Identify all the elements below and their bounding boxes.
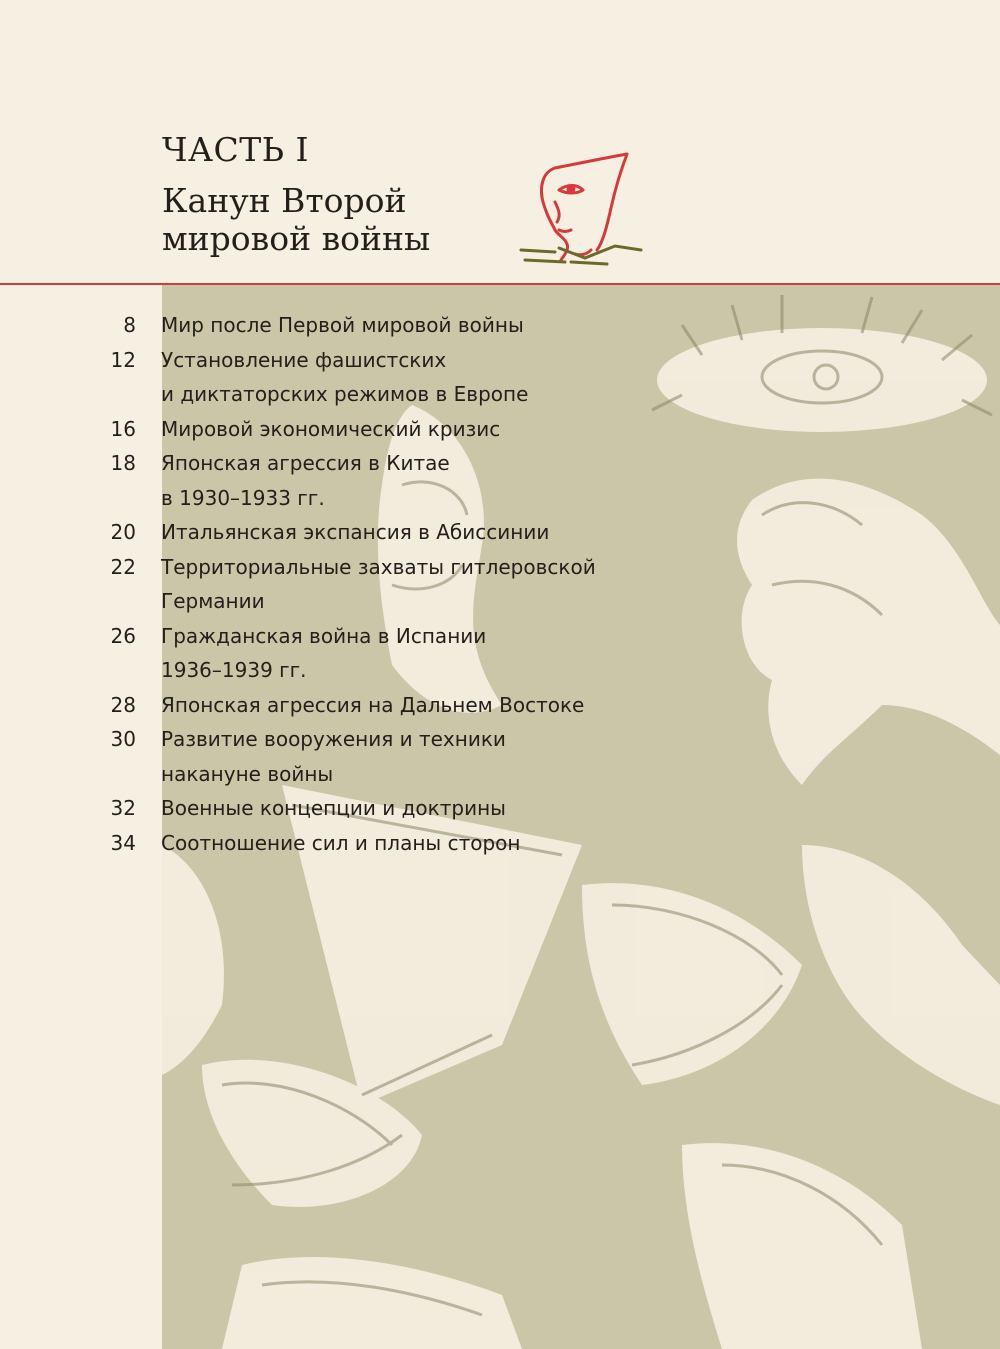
- toc-entry-title: [161, 619, 700, 688]
- part-title: [162, 182, 502, 258]
- toc-entry-title: [161, 688, 700, 723]
- toc-entry-line: 1936–1939 гг.: [161, 658, 307, 682]
- toc-entry-title: [161, 826, 700, 861]
- toc-entry-title: [161, 550, 700, 619]
- toc-entry-line: Военные концепции и доктрины: [161, 796, 506, 820]
- toc-page-number: 22: [110, 554, 136, 579]
- toc-page-number: 16: [110, 416, 136, 441]
- toc-entry[interactable]: [0, 722, 700, 791]
- toc-entry-line: в 1930–1933 гг.: [161, 485, 325, 510]
- toc-entry-title: [161, 722, 700, 791]
- part-title-line: Канун Второй: [162, 181, 407, 220]
- toc-entry-line: Гражданская война в Испании: [161, 623, 487, 648]
- part-title-line: мировой войны: [162, 219, 431, 258]
- toc-entry-line: Итальянская экспансия в Абиссинии: [161, 520, 550, 544]
- toc-page-number: 18: [110, 451, 136, 475]
- toc-entry[interactable]: [0, 826, 700, 861]
- toc-page-number: 8: [123, 313, 136, 337]
- toc-page-number: 12: [110, 347, 136, 372]
- toc-entry-line: Территориальные захваты гитлеровской: [161, 554, 596, 579]
- toc-entry-line: Соотношение сил и планы сторон: [161, 830, 521, 855]
- toc-entry-line: Японская агрессия на Дальнем Востоке: [161, 692, 585, 717]
- toc-entry-line: Мир после Первой мировой войны: [161, 313, 524, 337]
- toc-page-number: 32: [110, 796, 136, 820]
- toc-entry-title: [161, 515, 700, 550]
- toc-entry[interactable]: [0, 343, 700, 412]
- toc-entry-title: [161, 412, 700, 447]
- toc-entry-line: Установление фашистских: [161, 347, 447, 372]
- picasso-face-logo-icon: [515, 150, 647, 272]
- toc-entry[interactable]: [0, 791, 700, 826]
- toc-page-number: 20: [110, 520, 136, 544]
- toc-page-number: 26: [110, 623, 136, 648]
- toc-entry-title: [161, 791, 700, 826]
- toc-entry[interactable]: [0, 619, 700, 688]
- toc-page-number: 34: [110, 830, 136, 855]
- toc-entry-title: [161, 343, 700, 412]
- toc-entry[interactable]: [0, 308, 700, 343]
- toc-page-number: 28: [110, 692, 136, 717]
- toc-entry[interactable]: [0, 412, 700, 447]
- table-of-contents: [0, 308, 700, 860]
- part-label: ЧАСТЬ I: [162, 130, 310, 169]
- toc-entry-line: Германии: [161, 589, 265, 613]
- toc-entry-title: [161, 446, 700, 515]
- toc-entry[interactable]: [0, 550, 700, 619]
- toc-entry-line: Мировой экономический кризис: [161, 416, 501, 441]
- toc-entry[interactable]: [0, 688, 700, 723]
- toc-entry[interactable]: [0, 515, 700, 550]
- toc-entry-line: и диктаторских режимов в Европе: [161, 382, 529, 406]
- toc-entry-line: Развитие вооружения и техники: [161, 727, 506, 751]
- toc-page-number: 30: [110, 727, 136, 751]
- toc-entry-title: [161, 308, 700, 343]
- toc-entry-line: Японская агрессия в Китае: [161, 451, 450, 475]
- toc-entry[interactable]: [0, 446, 700, 515]
- toc-entry-line: накануне войны: [161, 761, 334, 786]
